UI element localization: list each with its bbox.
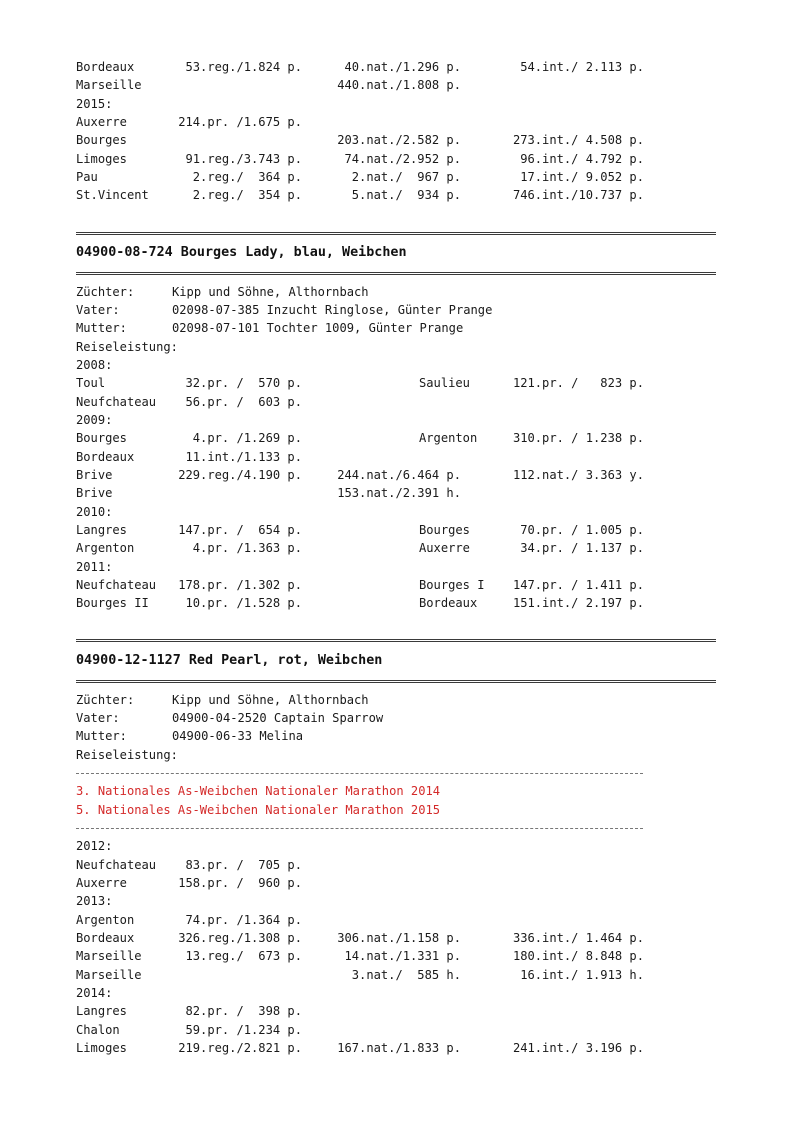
result-row	[76, 466, 736, 484]
breeder-value: Kipp und Söhne, Althornbach	[172, 284, 369, 299]
breeder-row	[76, 691, 736, 709]
result-national: 14.nat./1.331 p.	[344, 949, 461, 964]
mother-label: Mutter:	[76, 321, 127, 336]
race-location: Langres	[76, 523, 127, 538]
result-national: 5.nat./ 934 p.	[351, 188, 461, 203]
year-heading: 2010:	[76, 504, 113, 519]
result-regional: 147.pr. / 654 p.	[178, 523, 302, 538]
race-location: Neufchateau	[76, 578, 157, 593]
race-location: Brive	[76, 468, 113, 483]
race-location: Bourges	[76, 431, 127, 446]
results-block-top	[76, 58, 736, 205]
result-regional: 82.pr. / 398 p.	[185, 1004, 302, 1019]
result-regional: 158.pr. / 960 p.	[178, 876, 302, 891]
race-location: Argenton	[76, 912, 135, 927]
result-regional: 4.pr. /1.363 p.	[192, 541, 302, 556]
year-heading: 2011:	[76, 559, 113, 574]
separator-double	[76, 671, 736, 691]
father-row	[76, 709, 736, 727]
breeder-row	[76, 283, 736, 301]
result-row	[76, 168, 736, 186]
result-row	[76, 150, 736, 168]
pigeon-title: 04900-12-1127 Red Pearl, rot, Weibchen	[76, 652, 383, 668]
result-regional: 32.pr. / 570 p.	[185, 376, 302, 391]
year-heading: 2012:	[76, 839, 113, 854]
result-regional: 74.pr. /1.364 p.	[185, 912, 302, 927]
breeder-label: Züchter:	[76, 692, 135, 707]
mother-value: 02098-07-101 Tochter 1009, Günter Prange	[172, 321, 464, 336]
race-location-secondary: Auxerre	[419, 541, 470, 556]
pigeon-title: 04900-08-724 Bourges Lady, blau, Weibchen	[76, 244, 407, 260]
father-label: Vater:	[76, 710, 120, 725]
result-row	[76, 947, 736, 965]
result-row	[76, 76, 736, 94]
year-heading: 2015:	[76, 96, 113, 111]
result-international: 17.int./ 9.052 p.	[520, 170, 644, 185]
result-row	[76, 1002, 736, 1020]
race-location: Toul	[76, 376, 106, 391]
separator-dashed	[76, 764, 736, 782]
result-national: 153.nat./2.391 h.	[337, 486, 461, 501]
result-regional: 2.reg./ 354 p.	[192, 188, 302, 203]
race-location: Marseille	[76, 949, 142, 964]
result-national: 203.nat./2.582 p.	[337, 133, 461, 148]
mother-label: Mutter:	[76, 729, 127, 744]
separator-double	[76, 263, 736, 283]
result-international: 54.int./ 2.113 p.	[520, 60, 644, 74]
result-international: 96.int./ 4.792 p.	[520, 151, 644, 166]
spacer	[76, 613, 736, 631]
race-location: Chalon	[76, 1022, 120, 1037]
race-location: Neufchateau	[76, 394, 157, 409]
result-regional: 10.pr. /1.528 p.	[185, 596, 302, 611]
race-location: Bourges	[76, 133, 127, 148]
result-regional: 11.int./1.133 p.	[185, 449, 302, 464]
result-row	[76, 911, 736, 929]
result-regional: 219.reg./2.821 p.	[178, 1041, 302, 1056]
father-value: 02098-07-385 Inzucht Ringlose, Günter Prange	[172, 302, 493, 317]
father-value: 04900-04-2520 Captain Sparrow	[172, 710, 384, 725]
result-international: 180.int./ 8.848 p.	[512, 949, 644, 964]
separator-dashed	[76, 819, 736, 837]
race-performance-label: Reiseleistung:	[76, 747, 178, 762]
race-location: Neufchateau	[76, 857, 157, 872]
pedigree-document	[76, 58, 736, 1058]
result-international: 241.int./ 3.196 p.	[512, 1041, 644, 1056]
result-international: 34.pr. / 1.137 p.	[520, 541, 644, 556]
result-row	[76, 1021, 736, 1039]
race-location: Langres	[76, 1004, 127, 1019]
father-label: Vater:	[76, 302, 120, 317]
breeder-value: Kipp und Söhne, Althornbach	[172, 692, 369, 707]
year-heading: 2013:	[76, 894, 113, 909]
race-location-secondary: Saulieu	[419, 376, 470, 391]
race-location: Brive	[76, 486, 113, 501]
achievement-line: 5. Nationales As-Weibchen Nationaler Marathon 2015	[76, 802, 441, 817]
result-row	[76, 874, 736, 892]
result-international: 16.int./ 1.913 h.	[520, 967, 644, 982]
result-row	[76, 131, 736, 149]
result-regional: 178.pr. /1.302 p.	[178, 578, 302, 593]
race-location: Limoges	[76, 1041, 127, 1056]
result-international: 147.pr. / 1.411 p.	[512, 578, 644, 593]
result-international: 273.int./ 4.508 p.	[512, 133, 644, 148]
result-row	[76, 448, 736, 466]
result-row	[76, 186, 736, 204]
result-row	[76, 576, 736, 594]
year-heading: 2009:	[76, 413, 113, 427]
separator-double	[76, 223, 736, 243]
result-national: 74.nat./2.952 p.	[344, 151, 461, 166]
race-location: Marseille	[76, 78, 142, 93]
result-regional: 2.reg./ 364 p.	[192, 170, 302, 185]
result-regional: 214.pr. /1.675 p.	[178, 115, 302, 130]
result-row	[76, 594, 736, 612]
result-international: 151.int./ 2.197 p.	[512, 596, 644, 611]
result-national: 3.nat./ 585 h.	[351, 967, 461, 982]
race-location: Pau	[76, 170, 98, 185]
mother-row	[76, 727, 736, 745]
result-row	[76, 856, 736, 874]
race-location: Limoges	[76, 151, 127, 166]
result-row	[76, 539, 736, 557]
race-location: Bordeaux	[76, 60, 135, 74]
race-location: Auxerre	[76, 115, 127, 130]
year-heading: 2008:	[76, 357, 113, 372]
result-national: 440.nat./1.808 p.	[337, 78, 461, 93]
result-national: 244.nat./6.464 p.	[337, 468, 461, 483]
result-international: 746.int./10.737 p.	[512, 188, 644, 203]
breeder-label: Züchter:	[76, 284, 135, 299]
result-row	[76, 521, 736, 539]
result-regional: 326.reg./1.308 p.	[178, 931, 302, 946]
achievement-line: 3. Nationales As-Weibchen Nationaler Marathon 2014	[76, 784, 441, 799]
result-row	[76, 966, 736, 984]
result-regional: 229.reg./4.190 p.	[178, 468, 302, 483]
result-international: 70.pr. / 1.005 p.	[520, 523, 644, 538]
separator-double	[76, 630, 736, 650]
race-location: Auxerre	[76, 876, 127, 891]
result-regional: 83.pr. / 705 p.	[185, 857, 302, 872]
race-location-secondary: Bourges	[419, 523, 470, 538]
result-row	[76, 929, 736, 947]
result-international: 121.pr. / 823 p.	[512, 376, 644, 391]
race-location: Marseille	[76, 967, 142, 982]
result-regional: 59.pr. /1.234 p.	[185, 1022, 302, 1037]
result-row	[76, 374, 736, 392]
race-location-secondary: Bordeaux	[419, 596, 478, 611]
father-row	[76, 301, 736, 319]
result-national: 306.nat./1.158 p.	[337, 931, 461, 946]
result-international: 310.pr. / 1.238 p.	[512, 431, 644, 446]
race-location: Bordeaux	[76, 931, 135, 946]
result-row	[76, 1039, 736, 1057]
result-row	[76, 429, 736, 447]
race-performance-label: Reiseleistung:	[76, 339, 178, 354]
race-location: Argenton	[76, 541, 135, 556]
result-national: 167.nat./1.833 p.	[337, 1041, 461, 1056]
result-regional: 4.pr. /1.269 p.	[192, 431, 302, 446]
result-row	[76, 58, 736, 76]
result-row	[76, 393, 736, 411]
results-block-pigeon1	[76, 356, 736, 613]
results-block-pigeon2	[76, 837, 736, 1057]
result-international: 112.nat./ 3.363 y.	[512, 468, 644, 483]
race-location: St.Vincent	[76, 188, 149, 203]
race-location: Bordeaux	[76, 449, 135, 464]
result-national: 40.nat./1.296 p.	[344, 60, 461, 74]
result-regional: 13.reg./ 673 p.	[185, 949, 302, 964]
year-heading: 2014:	[76, 986, 113, 1001]
result-row	[76, 113, 736, 131]
result-international: 336.int./ 1.464 p.	[512, 931, 644, 946]
spacer	[76, 205, 736, 223]
race-location: Bourges II	[76, 596, 149, 611]
result-regional: 53.reg./1.824 p.	[185, 60, 302, 74]
mother-row	[76, 319, 736, 337]
result-regional: 56.pr. / 603 p.	[185, 394, 302, 409]
result-regional: 91.reg./3.743 p.	[185, 151, 302, 166]
race-location-secondary: Bourges I	[419, 578, 485, 593]
mother-value: 04900-06-33 Melina	[172, 729, 304, 744]
result-national: 2.nat./ 967 p.	[351, 170, 461, 185]
result-row	[76, 484, 736, 502]
race-location-secondary: Argenton	[419, 431, 478, 446]
